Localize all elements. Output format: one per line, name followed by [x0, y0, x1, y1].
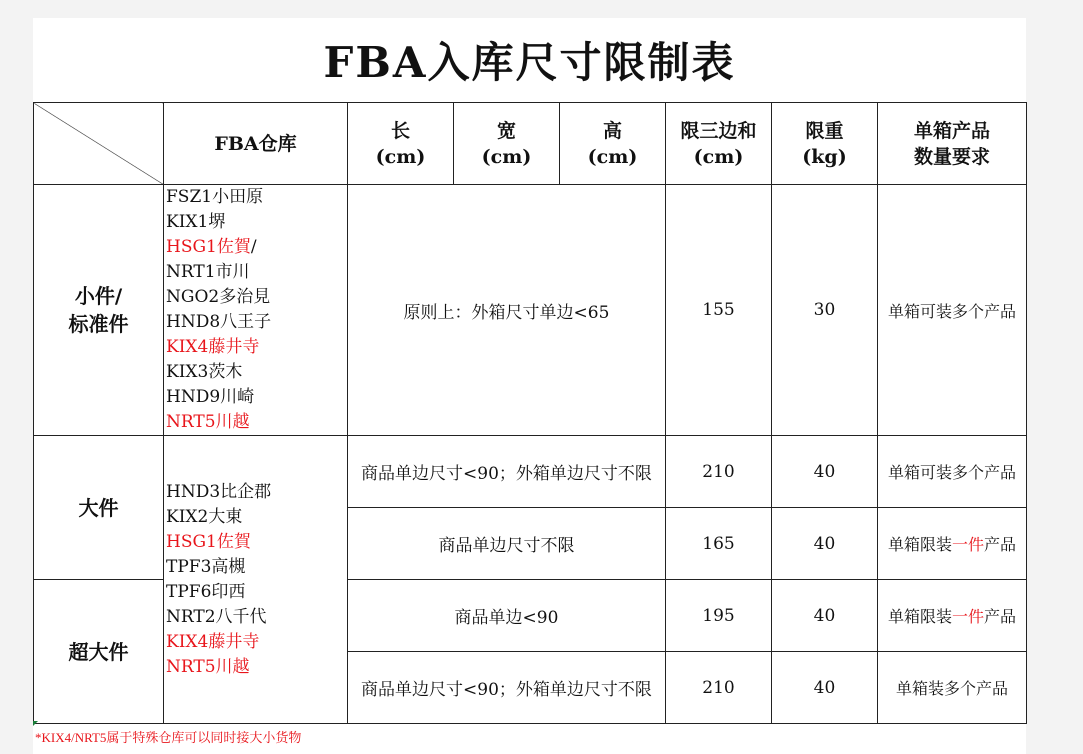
header-weight-limit-unit: (kg) [802, 145, 847, 168]
warehouse-name-highlighted: NRT5川越 [166, 656, 250, 677]
standard-warehouse-list [164, 185, 348, 436]
warehouse-name: NRT2八千代 [166, 606, 267, 627]
header-weight-limit [772, 103, 878, 185]
category-standard-line1: 小件/ [74, 284, 123, 308]
category-oversize: 超大件 [34, 580, 164, 724]
qty-text: 单箱装多个产品 [895, 679, 1008, 698]
footnote: *KIX4/NRT5属于特殊仓库可以同时接大小货物 [35, 730, 302, 745]
dims-cell: 商品单边<90 [348, 580, 666, 652]
dims-cell: 商品单边尺寸<90；外箱单边尺寸不限 [348, 436, 666, 508]
header-qty-requirement [878, 103, 1027, 185]
warehouse-item [166, 310, 347, 335]
dims-cell: 原则上：外箱尺寸单边<65 [348, 185, 666, 436]
header-weight-limit-label: 限重 [805, 119, 844, 142]
qty-requirement-cell [878, 580, 1027, 652]
warehouse-item [166, 385, 347, 410]
qty-text: 产品 [984, 607, 1017, 626]
header-height [560, 103, 666, 185]
header-warehouse: FBA仓库 [164, 103, 348, 185]
category-standard [34, 185, 164, 436]
warehouse-item [166, 555, 347, 580]
warehouse-item [166, 580, 347, 605]
warehouse-item [166, 630, 347, 655]
header-height-unit: (cm) [587, 145, 638, 168]
warehouse-item [166, 260, 347, 285]
warehouse-name: KIX3茨木 [166, 362, 243, 382]
warehouse-item [166, 360, 347, 385]
sum-limit-cell: 155 [666, 185, 772, 436]
header-qty-line2: 数量要求 [913, 145, 990, 168]
warehouse-name-highlighted: KIX4藤井寺 [166, 337, 260, 357]
qty-text: 单箱可装多个产品 [887, 463, 1016, 482]
category-standard-line2: 标准件 [68, 312, 129, 336]
sum-limit-cell: 165 [666, 508, 772, 580]
header-width-label: 宽 [496, 119, 516, 142]
header-qty-line1: 单箱产品 [913, 119, 990, 142]
sum-limit-cell: 195 [666, 580, 772, 652]
qty-requirement-cell [878, 652, 1027, 724]
header-corner-cell [34, 103, 164, 185]
warehouse-name: HND9川崎 [166, 387, 255, 407]
qty-requirement-cell [878, 436, 1027, 508]
warehouse-name-highlighted: KIX4藤井寺 [166, 631, 260, 652]
header-sum-limit-label: 限三边和 [680, 119, 757, 142]
warehouse-item [166, 235, 347, 260]
warehouse-name: HND8八王子 [166, 312, 272, 332]
warehouse-name: NGO2多治見 [166, 287, 271, 307]
cell-comment-marker [33, 721, 38, 726]
warehouse-name: KIX1堺 [166, 212, 226, 232]
header-sum-limit-unit: (cm) [693, 145, 744, 168]
warehouse-item [166, 505, 347, 530]
weight-limit-cell: 40 [772, 436, 878, 508]
warehouse-item [166, 605, 347, 630]
warehouse-item [166, 210, 347, 235]
warehouse-item [166, 185, 347, 210]
header-width-unit: (cm) [481, 145, 532, 168]
warehouse-name-highlighted: NRT5川越 [166, 412, 250, 432]
qty-text-highlighted: 一件 [951, 535, 984, 554]
qty-text-highlighted: 一件 [951, 607, 984, 626]
warehouse-item [166, 410, 347, 435]
spreadsheet-sheet [33, 18, 1026, 754]
warehouse-name: FSZ1小田原 [166, 187, 264, 207]
header-sum-limit [666, 103, 772, 185]
warehouse-name: HND3比企郡 [166, 481, 272, 502]
weight-limit-cell: 30 [772, 185, 878, 436]
warehouse-name-highlighted: HSG1佐賀 [166, 237, 251, 257]
warehouse-separator: / [250, 237, 257, 257]
sum-limit-cell: 210 [666, 436, 772, 508]
qty-text: 产品 [984, 535, 1017, 554]
large-warehouse-list [164, 436, 348, 724]
warehouse-name: TPF6印西 [166, 581, 246, 602]
sum-limit-cell: 210 [666, 652, 772, 724]
warehouse-item [166, 655, 347, 680]
qty-text: 单箱限装 [887, 607, 952, 626]
warehouse-name-highlighted: HSG1佐賀 [166, 531, 251, 552]
category-large: 大件 [34, 436, 164, 580]
dims-cell: 商品单边尺寸不限 [348, 508, 666, 580]
table-title: FBA入库尺寸限制表 [323, 38, 736, 87]
warehouse-name: NRT1市川 [166, 262, 250, 282]
header-height-label: 高 [602, 119, 622, 142]
weight-limit-cell: 40 [772, 580, 878, 652]
weight-limit-cell: 40 [772, 652, 878, 724]
header-length-label: 长 [390, 119, 410, 142]
dims-cell: 商品单边尺寸<90；外箱单边尺寸不限 [348, 652, 666, 724]
weight-limit-cell: 40 [772, 508, 878, 580]
header-width [454, 103, 560, 185]
warehouse-item [166, 480, 347, 505]
qty-text: 单箱限装 [887, 535, 952, 554]
header-length [348, 103, 454, 185]
qty-requirement-cell [878, 185, 1027, 436]
warehouse-name: KIX2大東 [166, 506, 243, 527]
warehouse-name: TPF3高槻 [166, 556, 246, 577]
size-limit-table [33, 102, 1027, 724]
header-length-unit: (cm) [375, 145, 426, 168]
qty-text: 单箱可装多个产品 [887, 301, 1016, 321]
qty-requirement-cell [878, 508, 1027, 580]
warehouse-item [166, 285, 347, 310]
warehouse-item [166, 335, 347, 360]
warehouse-item [166, 530, 347, 555]
